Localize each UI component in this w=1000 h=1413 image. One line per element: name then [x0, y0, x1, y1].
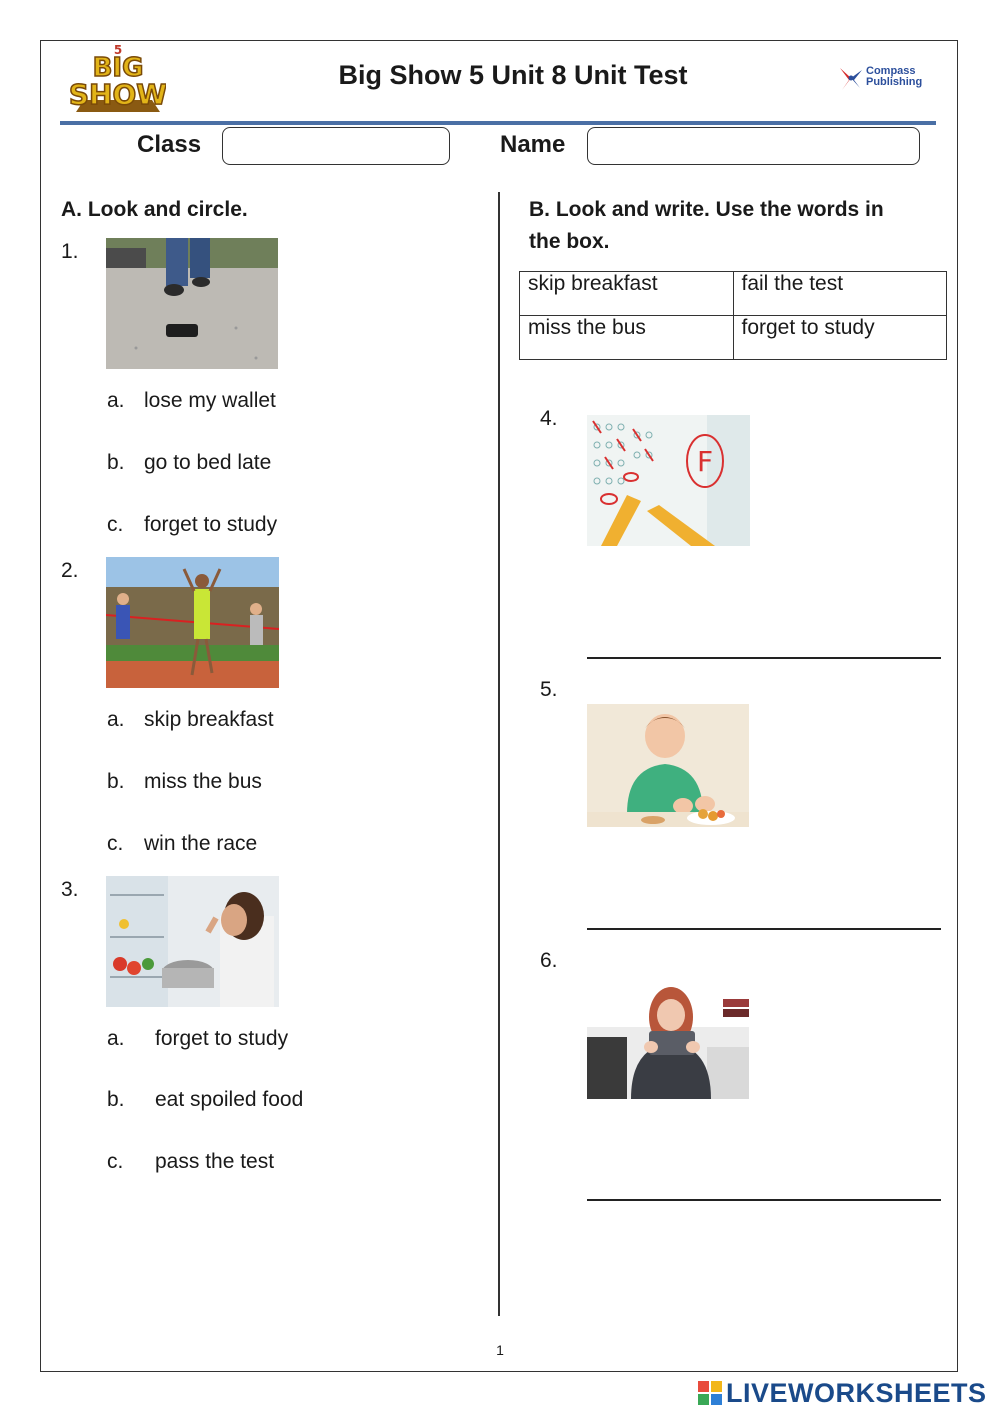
- option-letter: a.: [107, 389, 125, 412]
- tablet-girl-photo: [587, 977, 749, 1099]
- class-label: Class: [137, 131, 202, 158]
- option-text: forget to study: [144, 513, 278, 536]
- question-number: 2.: [61, 559, 79, 582]
- publisher-line2: Publishing: [866, 76, 923, 88]
- page-number: 1: [496, 1342, 504, 1358]
- answer-line[interactable]: [587, 928, 941, 930]
- liveworksheets-brand: LIVEWORKSHEETS: [726, 1378, 987, 1408]
- compass-publishing-logo: [838, 64, 928, 92]
- grade-mark: F: [697, 445, 714, 478]
- option-letter: b.: [107, 1088, 125, 1111]
- option-letter: c.: [107, 513, 124, 536]
- liveworksheets-logo-icon: [698, 1381, 722, 1405]
- option-text: lose my wallet: [144, 389, 276, 412]
- question-number: 1.: [61, 240, 79, 263]
- logo-text-bottom: SHOW: [70, 78, 166, 111]
- wallet-photo: [106, 238, 278, 369]
- option-1a[interactable]: [107, 389, 276, 413]
- option-2a[interactable]: [107, 708, 274, 732]
- logo-text-top: BIG: [92, 53, 144, 83]
- option-text: skip breakfast: [144, 708, 274, 731]
- section-a-title: A. Look and circle.: [61, 198, 248, 221]
- column-divider: [498, 192, 500, 1316]
- word-box: [519, 271, 947, 360]
- question-number: 6.: [540, 949, 558, 972]
- compass-star-icon: [838, 64, 864, 92]
- option-letter: b.: [107, 451, 125, 474]
- option-text: eat spoiled food: [155, 1088, 304, 1111]
- section-b-title-line1: B. Look and write. Use the words in: [529, 198, 884, 221]
- option-text: pass the test: [155, 1150, 275, 1173]
- word-box-cell: miss the bus: [520, 316, 734, 360]
- logo-badge: 5: [113, 43, 123, 57]
- option-letter: b.: [107, 770, 125, 793]
- option-letter: a.: [107, 1027, 125, 1050]
- word-box-cell: skip breakfast: [520, 272, 734, 316]
- section-b-title-line2: the box.: [529, 230, 610, 253]
- answer-line[interactable]: [587, 1199, 941, 1201]
- option-letter: a.: [107, 708, 125, 731]
- option-text: forget to study: [155, 1027, 289, 1050]
- skip-breakfast-photo: [587, 704, 749, 827]
- option-text: miss the bus: [144, 770, 262, 793]
- class-input[interactable]: [222, 127, 450, 165]
- answer-line[interactable]: [587, 657, 941, 659]
- option-2b[interactable]: [107, 770, 262, 794]
- failed-test-photo: [587, 415, 750, 546]
- name-label: Name: [500, 131, 566, 158]
- option-3a[interactable]: [107, 1027, 288, 1051]
- option-text: go to bed late: [144, 451, 272, 474]
- option-3c[interactable]: [107, 1150, 274, 1174]
- question-number: 4.: [540, 407, 558, 430]
- question-number: 5.: [540, 678, 558, 701]
- publisher-line1: Compass: [866, 65, 916, 77]
- page-title: Big Show 5 Unit 8 Unit Test: [338, 60, 688, 90]
- word-box-cell: fail the test: [733, 272, 947, 316]
- option-text: win the race: [144, 832, 258, 855]
- race-photo: [106, 557, 279, 688]
- spoiled-food-photo: [106, 876, 279, 1007]
- option-letter: c.: [107, 832, 124, 855]
- question-number: 3.: [61, 878, 79, 901]
- word-box-cell: forget to study: [733, 316, 947, 360]
- option-1c[interactable]: [107, 513, 277, 537]
- option-2c[interactable]: [107, 832, 257, 856]
- name-input[interactable]: [587, 127, 920, 165]
- option-letter: c.: [107, 1150, 124, 1173]
- section-b-title: [529, 194, 884, 258]
- option-3b[interactable]: [107, 1088, 303, 1112]
- option-1b[interactable]: [107, 451, 271, 475]
- header-rule: [60, 121, 936, 125]
